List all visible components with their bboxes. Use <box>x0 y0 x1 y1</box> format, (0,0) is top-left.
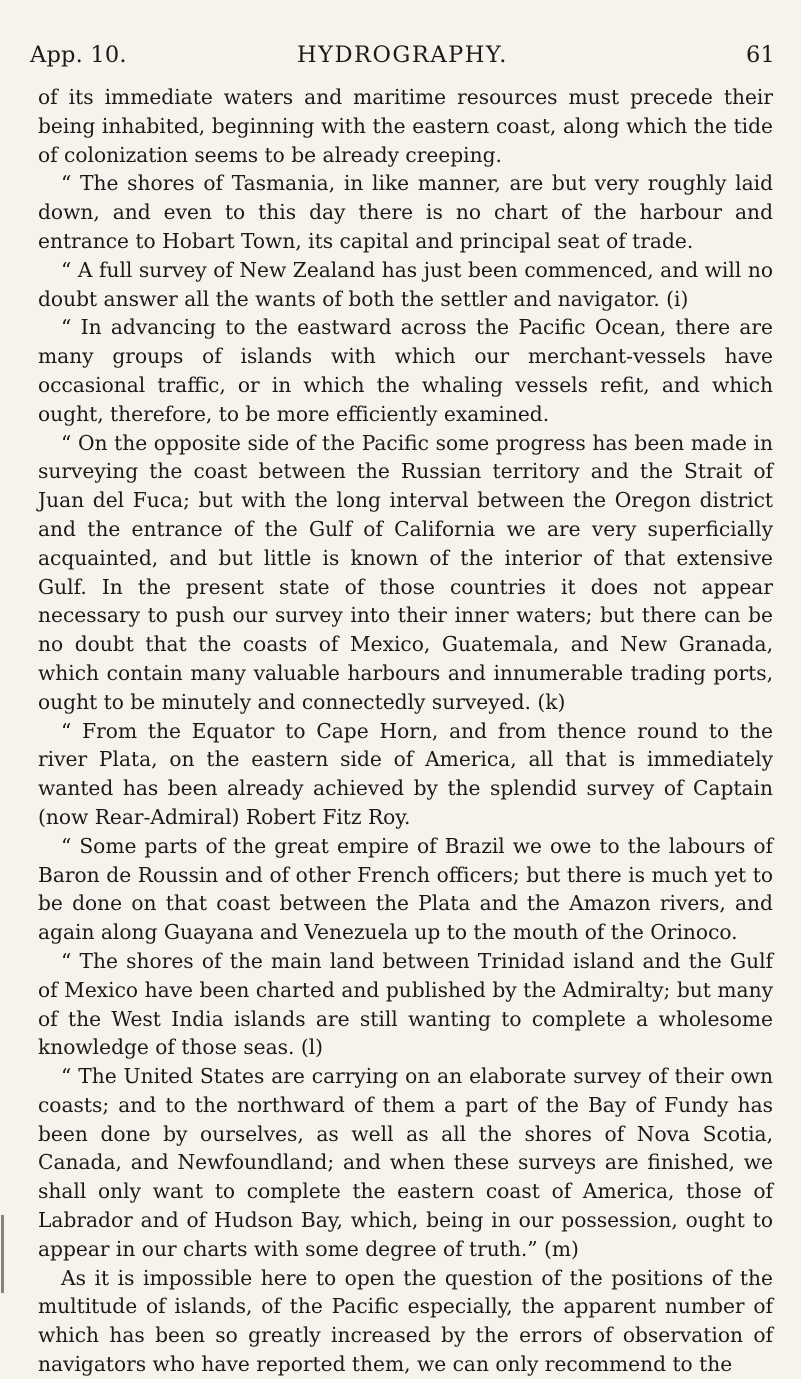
appendix-label: App. 10. <box>30 42 127 68</box>
paragraph-tasmania: “ The shores of Tasmania, in like manner, are but very roughly laid down, and even to this day there is no chart of the harbour and entrance to Hobart Town, its capital and principal seat of trade. <box>38 171 773 253</box>
paragraph-new-zealand: “ A full survey of New Zealand has just been commenced, and will no doubt answer all the wants of both the settler and navigator. (i) <box>38 257 773 311</box>
page-title: HYDROGRAPHY. <box>297 42 508 68</box>
paragraph-west-indies: “ The shores of the main land between Trinidad island and the Gulf of Mexico have been charted and published by the Admiralty; but many of the West India islands are still wanting to complete a wholesome knowledge of those seas. (l) <box>38 948 773 1060</box>
paragraph-continuation: of its immediate waters and maritime resources must precede their being inhabited, beginning with the eastern coast, along which the tide of colonization seems to be already creeping. <box>38 85 773 167</box>
paragraph-brazil: “ Some parts of the great empire of Brazil we owe to the labours of Baron de Roussin and of other French officers; but there is much yet to be done on that coast between the Plata and the Amazon rivers, and again along Guayana and Venezuela up to the mouth of the Orinoco. <box>38 833 773 945</box>
paragraph-pacific-coast: “ On the opposite side of the Pacific some progress has been made in surveying the coast between the Russian territory and the Strait of Juan del Fuca; but with the long interval between the Oregon district and the entrance of the Gulf of California we are very superficially acquainted, and but little is known of the interior of that extensive Gulf. In the present state of those countries it does not appear necessary to push our survey into their inner waters; but there can be no doubt that the coasts of Mexico, Guatemala, and New Granada, which contain many valuable harbours and innumerable trading ports, ought to be minutely and connectedly surveyed. (k) <box>38 430 773 714</box>
page-edge-mark <box>1 1215 4 1293</box>
paragraph-islands-positions: As it is impossible here to open the question of the positions of the multitude of islands, of the Pacific especially, the apparent number of which has been so greatly increased by the errors of observation of navigators who have reported them, we can only recommend to the <box>38 1265 773 1377</box>
running-header <box>30 42 775 76</box>
paragraph-cape-horn: “ From the Equator to Cape Horn, and from thence round to the river Plata, on the eastern side of America, all that is immediately wanted has been already achieved by the splendid survey of Captain (now Rear-Admiral) Robert Fitz Roy. <box>38 718 773 829</box>
page-number: 61 <box>745 42 775 68</box>
paragraph-united-states: “ The United States are carrying on an elaborate survey of their own coasts; and to the northward of them a part of the Bay of Fundy has been done by ourselves, as well as all the shores of Nova Scotia, Canada, and Newfoundland; and when these surveys are finished, we shall only want to complete the eastern coast of America, those of Labrador and of Hudson Bay, which, being in our possession, ought to appear in our charts with some degree of truth.” (m) <box>38 1064 773 1261</box>
paragraph-pacific-islands: “ In advancing to the eastward across the Pacific Ocean, there are many groups of islands with which our merchant-vessels have occasional traffic, or in which the whaling vessels refit, and which ought, therefore, to be more efficiently examined. <box>38 315 773 426</box>
body-text <box>38 83 773 1379</box>
